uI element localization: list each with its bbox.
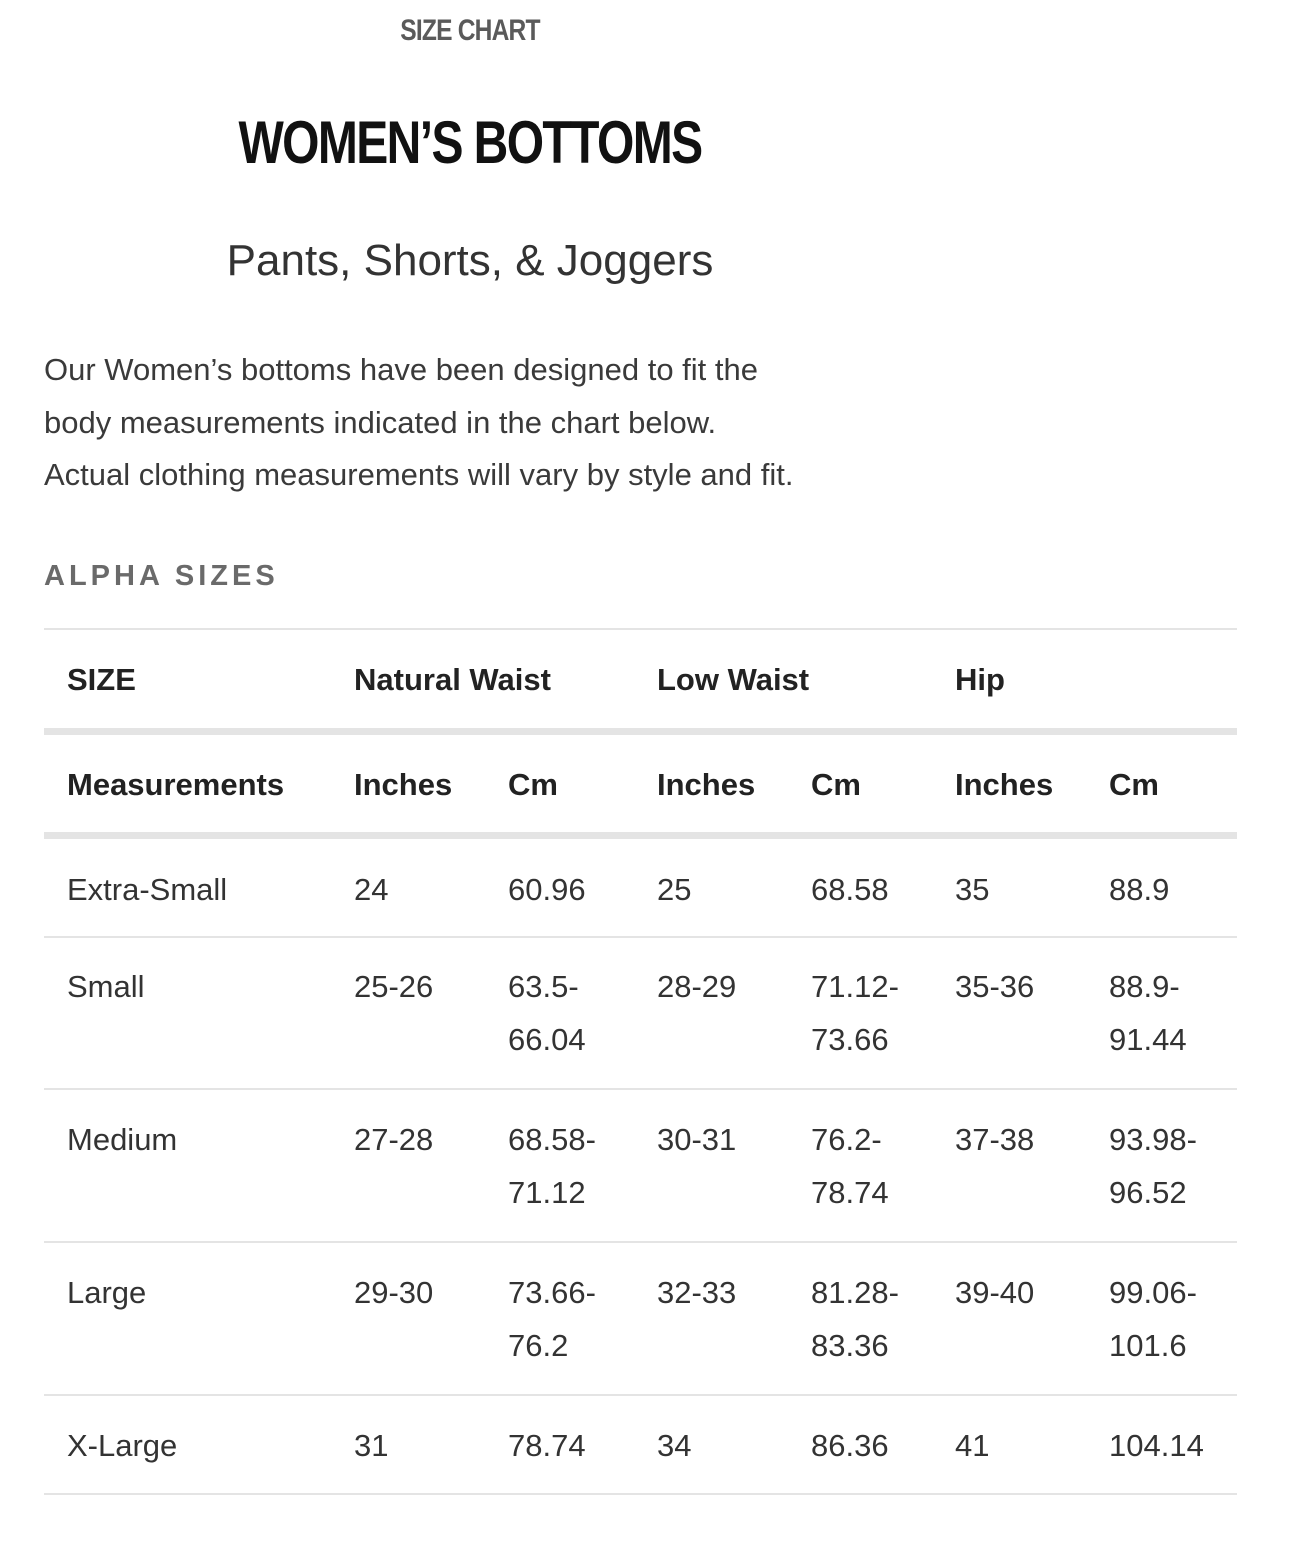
- cell-size: Medium: [67, 1122, 178, 1157]
- page-title: WOMEN’S BOTTOMS: [238, 109, 702, 176]
- subheader-low-waist-inches: Inches: [657, 767, 756, 802]
- cell-natural-waist-cm: 63.5- 66.04: [508, 969, 586, 1057]
- cell-hip-cm: 104.14: [1109, 1428, 1204, 1463]
- cell-hip-cm: 88.9: [1109, 872, 1170, 907]
- cell-natural-waist-cm: 78.74: [508, 1428, 586, 1463]
- cell-hip-inches: 37-38: [955, 1122, 1035, 1157]
- intro-line: Our Women’s bottoms have been designed to fit the: [44, 352, 758, 387]
- size-chart-eyebrow: SIZE CHART: [400, 14, 540, 47]
- subheader-natural-waist-inches: Inches: [354, 767, 453, 802]
- cell-natural-waist-inches: 31: [354, 1428, 389, 1463]
- cell-natural-waist-inches: 27-28: [354, 1122, 434, 1157]
- cell-size: Extra-Small: [67, 872, 228, 907]
- table-row: [44, 936, 1237, 1088]
- cell-size: Large: [67, 1275, 147, 1310]
- table-row: [44, 832, 1237, 936]
- subheader-natural-waist-cm: Cm: [508, 767, 558, 802]
- subheader-measurements: Measurements: [67, 767, 285, 802]
- cell-hip-inches: 41: [955, 1428, 990, 1463]
- table-header-row: [44, 628, 1237, 728]
- cell-hip-cm: 88.9- 91.44: [1109, 969, 1187, 1057]
- cell-natural-waist-inches: 24: [354, 872, 389, 907]
- header-size: SIZE: [67, 662, 136, 697]
- cell-natural-waist-cm: 60.96: [508, 872, 586, 907]
- cell-low-waist-inches: 30-31: [657, 1122, 737, 1157]
- cell-size: X-Large: [67, 1428, 178, 1463]
- intro-line: body measurements indicated in the chart below.: [44, 404, 717, 440]
- cell-natural-waist-cm: 73.66- 76.2: [508, 1275, 596, 1363]
- cell-low-waist-inches: 32-33: [657, 1275, 737, 1310]
- cell-low-waist-inches: 25: [657, 872, 692, 907]
- table-row: [44, 1394, 1237, 1495]
- subheader-hip-inches: Inches: [955, 767, 1054, 802]
- cell-natural-waist-cm: 68.58- 71.12: [508, 1122, 596, 1210]
- cell-size: Small: [67, 969, 145, 1004]
- cell-hip-inches: 35-36: [955, 969, 1035, 1004]
- cell-natural-waist-inches: 29-30: [354, 1275, 434, 1310]
- table-subheader-row: [44, 728, 1237, 832]
- cell-natural-waist-inches: 25-26: [354, 969, 434, 1004]
- header-low-waist: Low Waist: [657, 662, 810, 697]
- intro-paragraph: [44, 344, 944, 502]
- header-hip: Hip: [955, 662, 1005, 697]
- cell-low-waist-cm: 68.58: [811, 872, 889, 907]
- header-natural-waist: Natural Waist: [354, 662, 551, 697]
- page-subtitle: Pants, Shorts, & Joggers: [226, 236, 714, 285]
- cell-hip-cm: 99.06- 101.6: [1109, 1275, 1197, 1363]
- cell-low-waist-cm: 86.36: [811, 1428, 889, 1463]
- section-label-alpha-sizes: ALPHA SIZES: [44, 560, 279, 592]
- table-row: [44, 1241, 1237, 1394]
- subheader-low-waist-cm: Cm: [811, 767, 861, 802]
- size-table: [44, 628, 1237, 1495]
- cell-low-waist-inches: 28-29: [657, 969, 737, 1004]
- cell-low-waist-cm: 71.12- 73.66: [811, 969, 899, 1057]
- cell-low-waist-cm: 81.28- 83.36: [811, 1275, 899, 1363]
- cell-hip-inches: 39-40: [955, 1275, 1035, 1310]
- cell-low-waist-cm: 76.2- 78.74: [811, 1122, 889, 1210]
- cell-low-waist-inches: 34: [657, 1428, 692, 1463]
- table-row: [44, 1088, 1237, 1241]
- cell-hip-cm: 93.98- 96.52: [1109, 1122, 1197, 1210]
- subheader-hip-cm: Cm: [1109, 767, 1159, 802]
- intro-line: Actual clothing measurements will vary by style and fit.: [44, 457, 794, 492]
- cell-hip-inches: 35: [955, 872, 990, 907]
